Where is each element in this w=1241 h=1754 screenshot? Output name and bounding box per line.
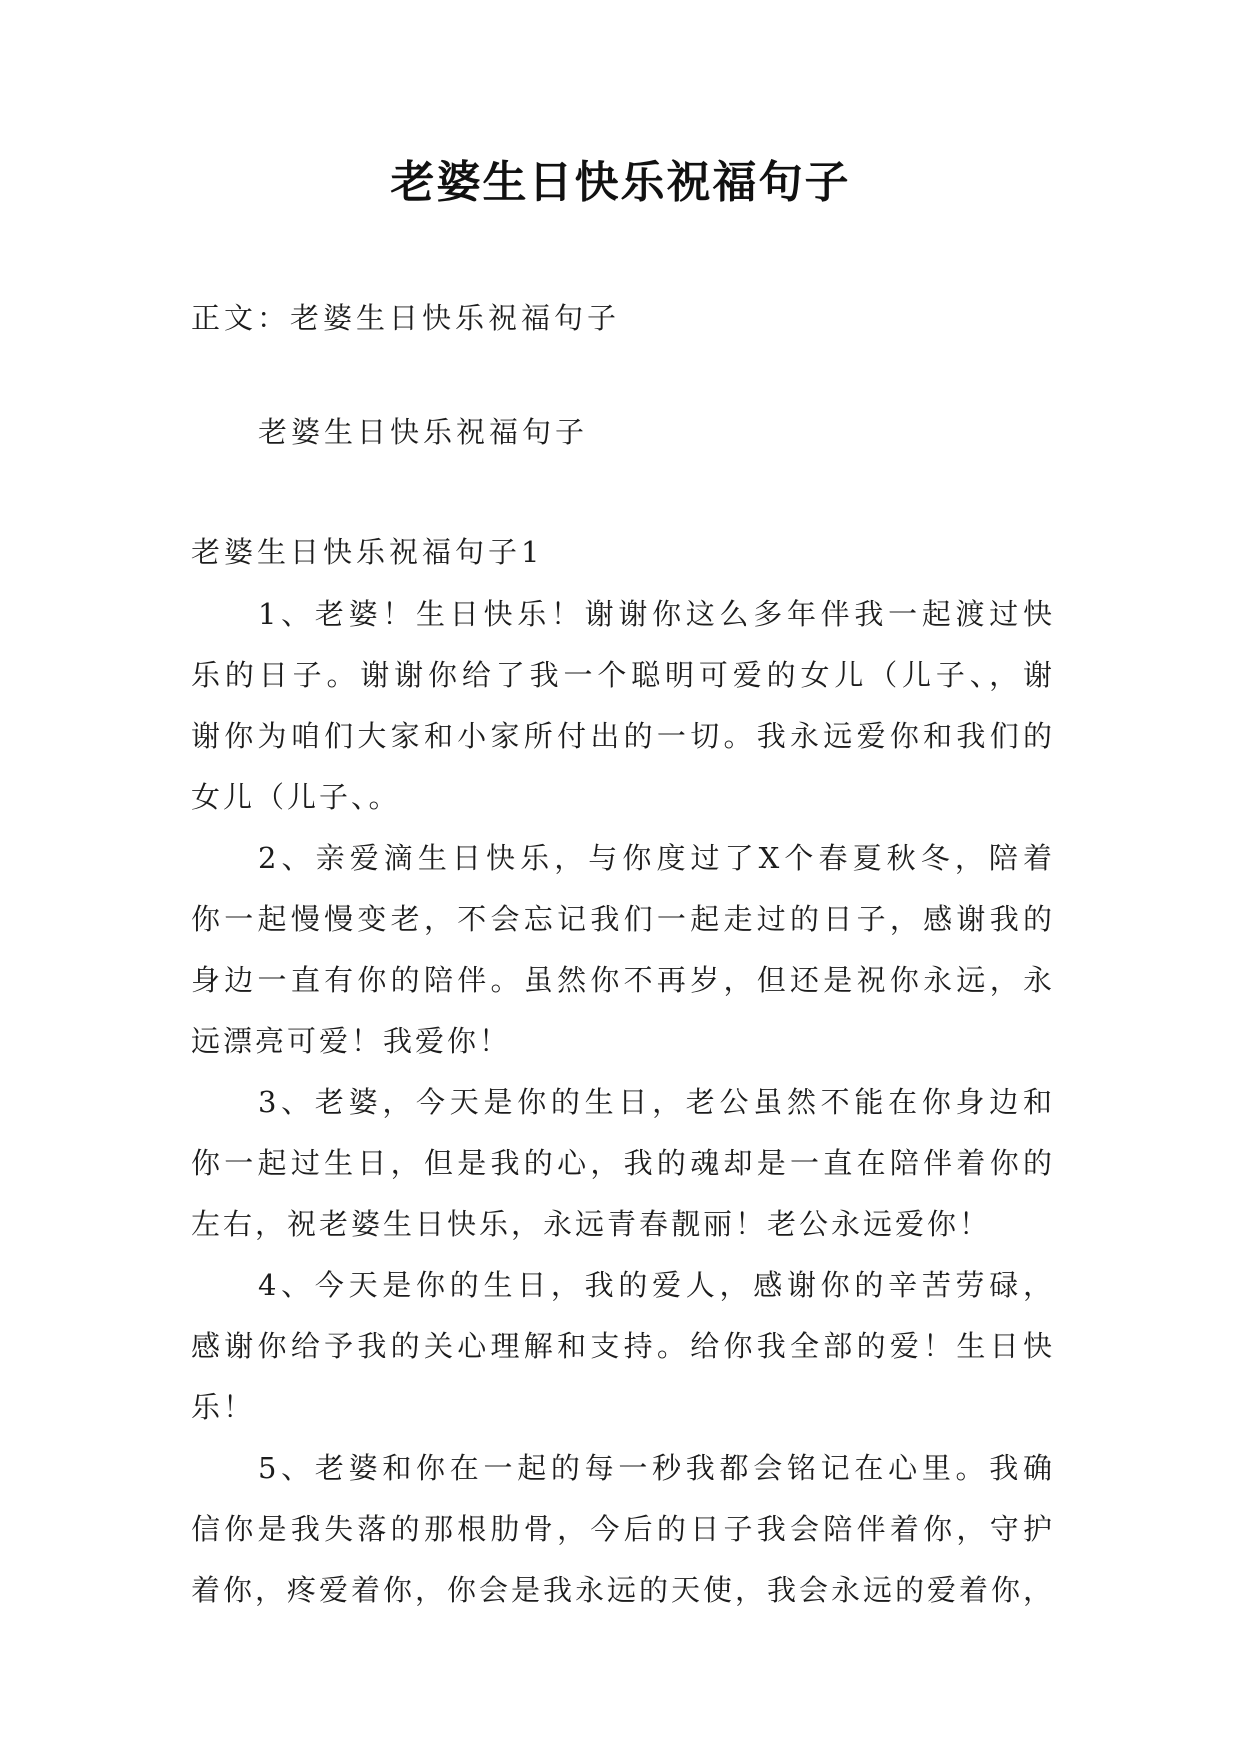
document-subtitle: 老婆生日快乐祝福句子: [258, 415, 589, 449]
text-line: 远漂亮可爱！我爱你！: [191, 1024, 512, 1058]
text-line: 身边一直有你的陪伴。虽然你不再岁，但还是祝你永远，永: [191, 963, 1055, 997]
document-title: 老婆生日快乐祝福句子: [390, 157, 851, 208]
text-line: 你一起慢慢变老，不会忘记我们一起走过的日子，感谢我的: [191, 902, 1055, 936]
text-line: 5、老婆和你在一起的每一秒我都会铭记在心里。我确: [258, 1451, 1055, 1485]
text-line: 你一起过生日，但是我的心，我的魂却是一直在陪伴着你的: [191, 1146, 1055, 1180]
text-line: 3、老婆，今天是你的生日，老公虽然不能在你身边和: [258, 1085, 1055, 1119]
text-line: 谢你为咱们大家和小家所付出的一切。我永远爱你和我们的: [191, 719, 1055, 753]
text-line: 1、老婆！生日快乐！谢谢你这么多年伴我一起渡过快: [258, 597, 1055, 631]
text-line: 感谢你给予我的关心理解和支持。给你我全部的爱！生日快: [191, 1329, 1055, 1363]
text-line: 乐的日子。谢谢你给了我一个聪明可爱的女儿（儿子、，谢: [191, 658, 1055, 692]
paragraph-1: [191, 584, 1055, 828]
text-line: 左右，祝老婆生日快乐，永远青春靓丽！老公永远爱你！: [191, 1207, 992, 1241]
body-label-line: 正文：老婆生日快乐祝福句子: [191, 301, 621, 335]
text-line: 乐！: [191, 1390, 256, 1424]
paragraph-4: [191, 1255, 1055, 1438]
text-line: 女儿（儿子、。: [191, 780, 401, 814]
document-body: [191, 584, 1055, 1621]
paragraph-2: [191, 828, 1055, 1072]
section-heading: 老婆生日快乐祝福句子1: [191, 535, 544, 569]
text-line: 信你是我失落的那根肋骨，今后的日子我会陪伴着你，守护: [191, 1512, 1055, 1546]
text-line: 2、亲爱滴生日快乐，与你度过了X个春夏秋冬，陪着: [258, 841, 1055, 875]
text-line: 4、今天是你的生日，我的爱人，感谢你的辛苦劳碌，: [258, 1268, 1055, 1302]
text-line: 着你，疼爱着你，你会是我永远的天使，我会永远的爱着你，: [191, 1573, 1056, 1607]
paragraph-3: [191, 1072, 1055, 1255]
paragraph-5: [191, 1438, 1055, 1621]
